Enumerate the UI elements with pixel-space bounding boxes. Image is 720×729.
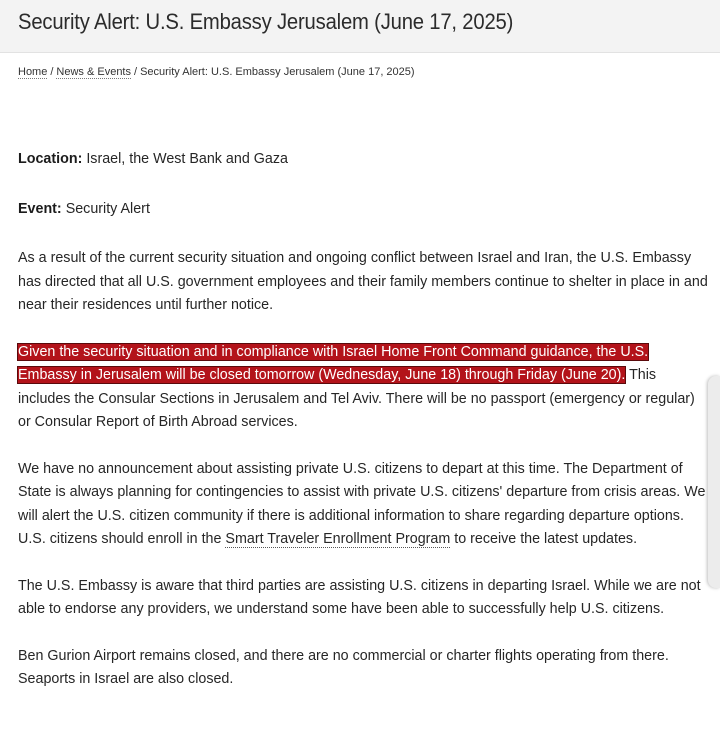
breadcrumb-separator: /	[50, 66, 54, 78]
breadcrumb	[18, 66, 415, 78]
breadcrumb-separator: /	[134, 66, 138, 78]
event-line	[18, 198, 708, 222]
departure-text-before-link: We have no announcement about assisting private U.S. citizens to depart at this time. The Department of State is always planning for contingencies to assist with private U.S. citizens' departure from crisis areas. We will alert the U.S. citizen community if there is additional information to share regarding departure options. U.S. citizens should enroll in the	[18, 460, 706, 547]
location-value: Israel, the West Bank and Gaza	[86, 151, 288, 167]
location-line	[18, 148, 708, 172]
paragraph-shelter-in-place: As a result of the current security situation and ongoing conflict between Israel and Iran, the U.S. Embassy has directed that all U.S. government employees and their family members continue to shelter in place in and near their residences until further notice.	[18, 250, 708, 313]
smart-traveler-enrollment-link[interactable]: Smart Traveler Enrollment Program	[225, 531, 451, 547]
article-body	[18, 148, 708, 715]
highlighted-closure-text: Given the security situation and in compliance with Israel Home Front Command guidance, the U.S. Embassy in Jerusalem will be closed tomorrow (Wednesday, June 18) through Friday (June 20).	[18, 343, 649, 383]
paragraph-departure-assistance	[18, 458, 708, 552]
page-title: Security Alert: U.S. Embassy Jerusalem (June 17, 2025)	[18, 9, 514, 34]
event-value: Security Alert	[65, 200, 150, 217]
closure-details-text: This includes the Consular Sections in Jerusalem and Tel Aviv. There will be no passport (emergency or regular) or Consular Report of Birth Abroad services.	[18, 367, 695, 430]
location-label: Location:	[18, 151, 83, 167]
event-label: Event:	[18, 200, 62, 217]
title-bar	[0, 0, 720, 53]
scroll-handle[interactable]	[708, 376, 720, 588]
breadcrumb-current-page: Security Alert: U.S. Embassy Jerusalem (June 17, 2025)	[140, 66, 415, 78]
breadcrumb-news-events-link[interactable]: News & Events	[56, 66, 131, 78]
departure-text-after-link: to receive the latest updates.	[450, 531, 638, 547]
paragraph-embassy-closure	[18, 341, 708, 435]
paragraph-airport-closed: Ben Gurion Airport remains closed, and there are no commercial or charter flights operating from there. Seaports in Israel are also closed.	[18, 647, 669, 687]
breadcrumb-home-link[interactable]: Home	[18, 66, 48, 78]
paragraph-third-parties: The U.S. Embassy is aware that third parties are assisting U.S. citizens in departing Israel. While we are not able to endorse any providers, we understand some have been able to successfully help U.S. citizens.	[18, 577, 701, 617]
